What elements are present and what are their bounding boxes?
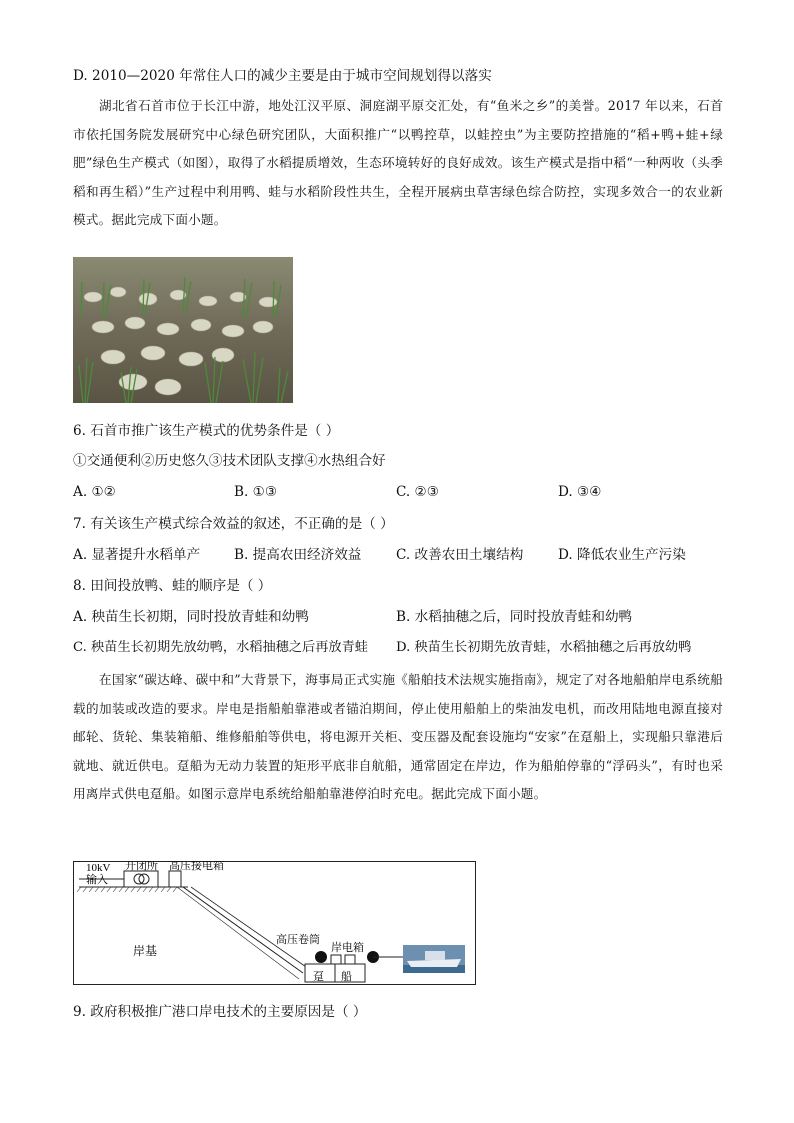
- q8-option-c[interactable]: C. 秧苗生长初期先放幼鸭，水稻抽穗之后再放青蛙: [73, 640, 368, 655]
- q8-option-b[interactable]: B. 水稻抽穗之后，同时投放青蛙和幼鸭: [396, 609, 633, 625]
- q6-option-b[interactable]: B. ①③: [234, 484, 278, 500]
- label-bank: 岸基: [133, 944, 158, 958]
- q8-option-d[interactable]: D. 秧苗生长初期先放青蛙，水稻抽穗之后再放幼鸭: [396, 640, 692, 655]
- q6-option-a[interactable]: A. ①②: [73, 484, 116, 500]
- q6-option-c[interactable]: C. ②③: [396, 484, 439, 500]
- label-hv-box: 高压接电箱: [169, 861, 224, 872]
- question-7-stem: 7. 有关该生产模式综合效益的叙述，不正确的是（ ）: [73, 516, 394, 532]
- passage-rice-duck-frog: 湖北省石首市位于长江中游，地处江汉平原、洞庭湖平原交汇处，有“鱼米之乡”的美誉。2017 年以来，石首市依托国务院发展研究中心绿色研究团队，大面积推广“以鸭控草，以蛙控虫”为主要防控措施的“稻+鸭+蛙+绿肥”绿色生产模式（如图），取得了水稻提质增效，生态环境转好的良好成效。该生产模式是指中稻“一种两收（头季稻和再生稻）”生产过程中利用鸭、蛙与水稻阶段性共生，全程开展病虫草害绿色综合防控，实现多效合一的农业新模式。据此完成下面小题。: [73, 98, 723, 227]
- q7-option-a[interactable]: A. 显著提升水稻单产: [73, 547, 201, 563]
- q7-option-d[interactable]: D. 降低农业生产污染: [558, 547, 686, 563]
- label-chuan: 船: [341, 971, 352, 983]
- passage-shore-power: 在国家“碳达峰、碳中和”大背景下，海事局正式实施《船舶技术法规实施指南》，规定了对各地船舶岸电系统船载的加装或改造的要求。岸电是指船舶靠港或者锚泊期间，停止使用船舶上的柴油发电机，而改用陆地电源直接对邮轮、货轮、集装箱船、维修船舶等供电，将电源开关柜、变压器及配套设施均“安家”在趸船上，实现船只靠港后就地、就近供电。趸船为无动力装置的矩形平底非自航船，通常固定在岸边，作为船舶停靠的“浮码头”，有时也采用离岸式供电趸船。如图示意岸电系统给船舶靠港停泊时充电。据此完成下面小题。: [73, 672, 723, 801]
- q6-option-d[interactable]: D. ③④: [558, 484, 602, 500]
- question-6-stem: 6. 石首市推广该生产模式的优势条件是（ ）: [73, 423, 340, 439]
- label-input: 输入: [86, 874, 108, 886]
- previous-option-d: D. 2010—2020 年常住人口的减少主要是由于城市空间规划得以落实: [73, 68, 492, 84]
- question-6-items: ①交通便利②历史悠久③技术团队支撑④水热组合好: [73, 453, 386, 469]
- label-kaibisuo: 开闭所: [125, 861, 158, 872]
- rice-field-ducks-photo: [73, 257, 293, 403]
- question-9-stem: 9. 政府积极推广港口岸电技术的主要原因是（ ）: [73, 1004, 367, 1020]
- question-8-stem: 8. 田间投放鸭、蛙的顺序是（ ）: [73, 578, 272, 594]
- q8-option-a[interactable]: A. 秧苗生长初期，同时投放青蛙和幼鸭: [73, 609, 309, 625]
- q7-option-b[interactable]: B. 提高农田经济效益: [234, 547, 362, 563]
- label-reel: 高压卷筒: [276, 934, 320, 946]
- label-shore-box: 岸电箱: [331, 942, 364, 954]
- shore-power-diagram: [73, 861, 476, 985]
- q7-option-c[interactable]: C. 改善农田土壤结构: [396, 547, 524, 563]
- label-10kv: 10kV: [86, 862, 111, 874]
- label-dun: 趸: [313, 971, 324, 983]
